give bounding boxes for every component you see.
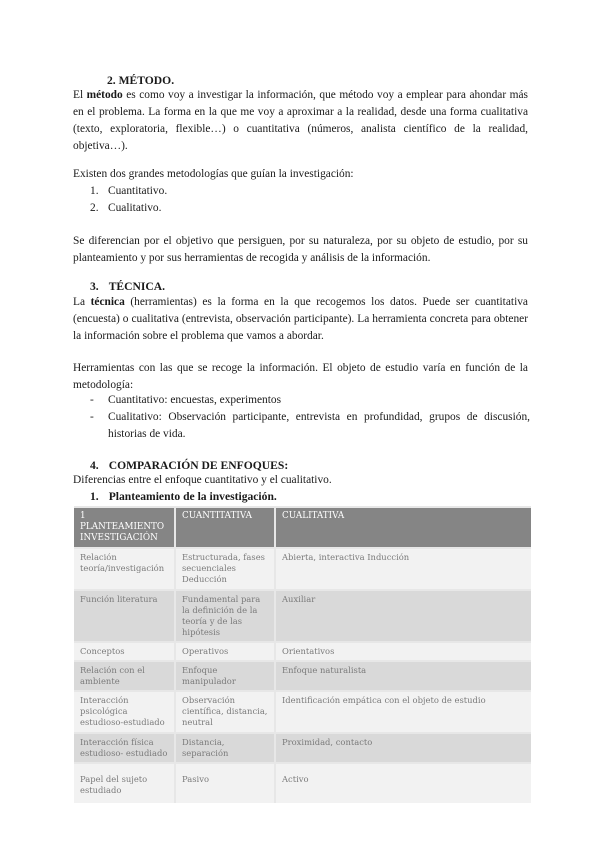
table-cell: Enfoque manipulador: [174, 662, 274, 690]
table-row: [74, 764, 531, 803]
section-heading-comparacion: 4. COMPARACIÓN DE ENFOQUES:: [90, 459, 289, 472]
table-row: [74, 591, 531, 641]
table-cell: Interacción física estudioso- estudiado: [74, 734, 174, 762]
table-row: [74, 643, 531, 660]
table-row: [74, 549, 531, 589]
table-cell: Operativos: [174, 643, 274, 660]
table-cell: Función literatura: [74, 591, 174, 641]
subsection-heading: 1. Planteamiento de la investigación.: [90, 490, 277, 503]
table-cell: Relación teoría/investigación: [74, 549, 174, 589]
comparison-table: [74, 506, 531, 795]
table-cell: Pasivo: [174, 764, 274, 803]
table-cell: Identificación empática con el objeto de estudio: [274, 692, 531, 732]
table-cell: Relación con el ambiente: [74, 662, 174, 690]
comparacion-paragraph: Diferencias entre el enfoque cuantitativo y el cualitativo.: [73, 474, 332, 486]
table-header-cell: CUANTITATIVA: [174, 508, 274, 547]
table-cell: Observación científica, distancia, neutral: [174, 692, 274, 732]
list-item: 2. Cualitativo.: [90, 202, 162, 214]
table-row: [74, 662, 531, 690]
table-cell: Activo: [274, 764, 531, 803]
table-cell: Abierta, interactiva Inducción: [274, 549, 531, 589]
table-row: [74, 692, 531, 732]
table-header-row: [74, 508, 531, 547]
section-heading-tecnica: 3. TÉCNICA.: [90, 280, 166, 293]
table-cell: Interacción psicológica estudioso-estudiado: [74, 692, 174, 732]
list-item: - Cuantitativo: encuestas, experimentos: [90, 394, 282, 406]
table-cell: Papel del sujeto estudiado: [74, 764, 174, 803]
table-header-cell: CUALITATIVA: [274, 508, 531, 547]
table-cell: Conceptos: [74, 643, 174, 660]
list-item: 1. Cuantitativo.: [90, 185, 168, 197]
tecnica-paragraph-2: Herramientas con las que se recoge la información. El objeto de estudio varía en función de la metodología:: [73, 362, 528, 391]
table-cell: Orientativos: [274, 643, 531, 660]
metodo-paragraph-2: Existen dos grandes metodologías que guían la investigación:: [73, 168, 354, 180]
tecnica-paragraph-1: La técnica (herramientas) es la forma en la que recogemos los datos. Puede ser cuantitativa (encuesta) o cualitativa (entrevista, observación participante). La herramienta concreta para obtener la información sobre el problema que vamos a abordar.: [73, 296, 528, 342]
metodo-paragraph-3: Se diferencian por el objetivo que persiguen, por su naturaleza, por su objeto de estudio, por su planteamiento y por sus herramientas de recogida y análisis de la información.: [73, 235, 528, 264]
list-item: - Cualitativo: Observación participante, entrevista en profundidad, grupos de discusión, historias de vida.: [90, 411, 530, 440]
table-cell: Fundamental para la definición de la teoría y de las hipótesis: [174, 591, 274, 641]
table-row: [74, 734, 531, 762]
section-heading-metodo: 2. MÉTODO.: [107, 74, 175, 87]
table-header-cell: 1 PLANTEAMIENTO INVESTIGACIÓN: [74, 508, 174, 547]
table-cell: Estructurada, fases secuenciales Deducción: [174, 549, 274, 589]
table-cell: Proximidad, contacto: [274, 734, 531, 762]
table-cell: Enfoque naturalista: [274, 662, 531, 690]
table-cell: Distancia, separación: [174, 734, 274, 762]
table-cell: Auxiliar: [274, 591, 531, 641]
metodo-paragraph-1: El método es como voy a investigar la información, que método voy a emplear para ahondar más en el problema. La forma en la que me voy a aproximar a la realidad, desde una forma cualitativa (texto, exploratoria, flexible…) o cuantitativa (números, analista científico de la realidad, objetiva…).: [73, 89, 528, 152]
